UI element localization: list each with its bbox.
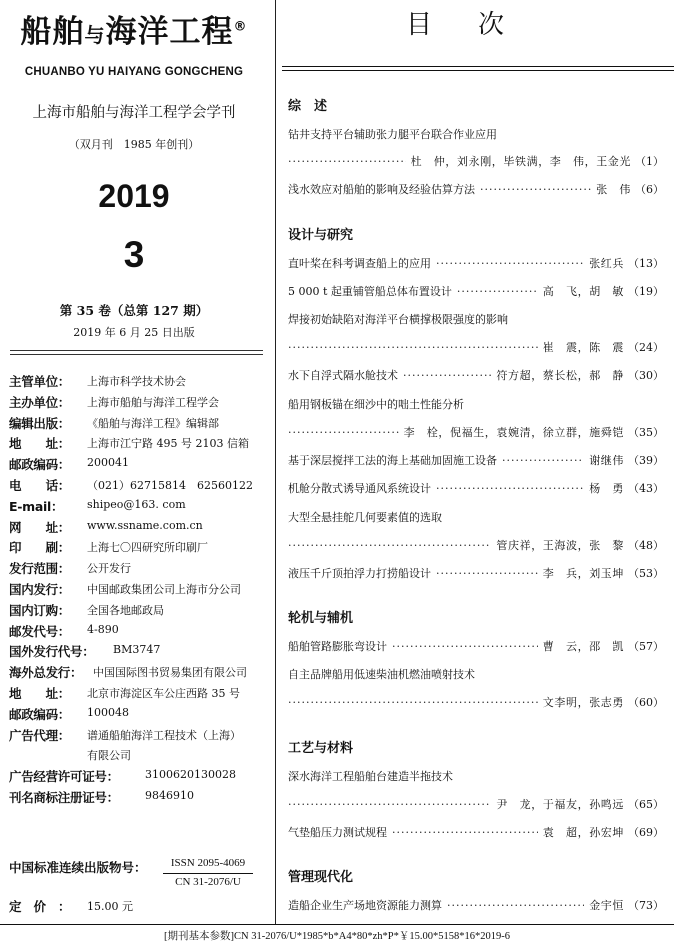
journal-pinyin: CHUANBO YU HAIYANG GONGCHENG <box>24 66 244 78</box>
article-authors: 曹 云，邵 凯 <box>542 640 624 653</box>
info-row <box>9 746 269 767</box>
info-value: 3100620130028 <box>145 768 236 782</box>
article-page: （60） <box>628 696 664 709</box>
article-title: 直叶桨在科考调查船上的应用 <box>288 257 431 270</box>
article-authors: 李 兵，刘玉坤 <box>542 567 624 580</box>
info-row <box>9 455 269 476</box>
toc-entry[interactable] <box>288 694 664 710</box>
registered-mark: ® <box>233 19 248 35</box>
info-label: 编辑出版： <box>9 415 71 431</box>
info-label: 发行范围： <box>9 561 71 577</box>
divider <box>10 354 263 355</box>
info-row <box>9 434 269 455</box>
info-label: 国内发行： <box>9 581 71 597</box>
info-label: 主办单位： <box>9 394 71 410</box>
publication-frequency: （双月刊 1985 年创刊） <box>68 138 200 151</box>
info-row <box>9 642 269 663</box>
info-label: 海外总发行： <box>9 665 83 681</box>
info-value: 上海市船舶与海洋工程学会 <box>87 395 219 409</box>
info-value: 100048 <box>87 705 129 719</box>
toc-entry[interactable] <box>288 367 664 383</box>
article-authors: 金宇恒 <box>589 899 624 912</box>
article-authors: 谢继伟 <box>589 454 624 467</box>
article-title: 钻井支持平台辅助张力腿平台联合作业应用 <box>288 128 497 141</box>
info-row <box>9 559 269 580</box>
article-authors: 高 飞，胡 敏 <box>542 285 624 298</box>
article-page: （57） <box>628 640 664 653</box>
toc-entry[interactable] <box>288 824 664 840</box>
info-value: （021）62715814 62560122 <box>87 478 253 492</box>
info-row <box>9 622 269 643</box>
toc-entry[interactable] <box>288 396 664 412</box>
article-page: （53） <box>628 567 664 580</box>
toc-entry[interactable] <box>288 897 664 913</box>
price-value: 15.00 元 <box>87 900 133 913</box>
toc-entry[interactable] <box>288 255 664 271</box>
info-label: 电 话： <box>9 477 71 493</box>
info-label: 邮政编码： <box>9 457 71 473</box>
article-authors: 崔 震，陈 震 <box>542 341 624 354</box>
logo-text-2: 与 <box>84 23 106 47</box>
article-title: 大型全悬挂舵几何要素值的选取 <box>288 511 442 524</box>
info-value: 200041 <box>87 456 129 470</box>
article-title: 船舶管路膨胀弯设计 <box>288 640 387 653</box>
divider <box>10 350 263 351</box>
logo-text-3: 海洋工程 <box>105 14 234 50</box>
publication-date: 2019 年 6 月 25 日出版 <box>73 326 195 339</box>
info-row <box>9 726 269 747</box>
leader-dots <box>457 285 538 298</box>
info-label: 广告代理： <box>9 727 71 743</box>
info-row <box>9 767 269 788</box>
leader-dots <box>288 155 406 168</box>
info-row <box>9 705 269 726</box>
toc-entry[interactable] <box>288 153 664 169</box>
info-row <box>9 788 269 809</box>
leader-dots <box>502 454 584 467</box>
info-value: 9846910 <box>145 788 194 802</box>
leader-dots <box>403 369 491 382</box>
info-value: 北京市海淀区车公庄西路 35 号 <box>87 686 240 700</box>
cn-number: CN 31-2076/U <box>175 876 241 888</box>
article-authors: 袁 超，孙宏坤 <box>542 826 624 839</box>
toc-entry[interactable] <box>288 126 664 142</box>
article-page: （30） <box>628 369 664 382</box>
price-label: 定价： <box>9 899 83 914</box>
article-title: 水下自浮式隔水舱技术 <box>288 369 398 382</box>
toc-section-heading: 设计与研究 <box>288 228 354 243</box>
article-title: 机舱分散式诱导通风系统设计 <box>288 482 431 495</box>
issn-number: ISSN 2095-4069 <box>170 857 246 869</box>
info-label: 地 址： <box>9 685 71 701</box>
article-title: 气垫船压力测试规程 <box>288 826 387 839</box>
info-label: 地 址： <box>9 436 71 452</box>
toc-entry[interactable] <box>288 424 664 440</box>
issue-year: 2019 <box>98 178 170 214</box>
info-value: 上海市江宁路 495 号 2103 信箱 <box>87 437 249 451</box>
info-label: 主管单位： <box>9 374 71 389</box>
toc-section-heading: 综 述 <box>288 99 328 114</box>
info-value: 上海市科学技术协会 <box>87 375 186 388</box>
article-page: （73） <box>628 899 664 912</box>
article-title: 焊接初始缺陷对海洋平台横撑极限强度的影响 <box>288 313 508 326</box>
info-row <box>9 393 269 414</box>
article-page: （13） <box>628 257 664 270</box>
info-label: 国内订购： <box>9 602 71 618</box>
article-page: （35） <box>628 426 664 439</box>
info-label: 网 址： <box>9 519 71 535</box>
info-row <box>9 538 269 559</box>
info-value: 《船舶与海洋工程》编辑部 <box>87 416 219 430</box>
column-divider <box>275 0 276 924</box>
article-authors: 张 伟 <box>596 183 631 196</box>
info-value: 4-890 <box>87 622 119 636</box>
article-page: （24） <box>628 341 664 354</box>
journal-parameters-footer: [期刊基本参数]CN 31-2076/U*1985*b*A4*80*zh*P*￥15.00*5158*16*2019-6 <box>164 931 510 942</box>
leader-dots <box>436 567 538 580</box>
article-page: （39） <box>628 454 664 467</box>
info-label: 邮发代号： <box>9 623 71 639</box>
article-title: 自主品牌船用低速柴油机燃油喷射技术 <box>288 668 475 681</box>
toc-entry[interactable] <box>288 339 664 355</box>
leader-dots <box>447 899 584 912</box>
toc-title: 目次 <box>405 10 550 40</box>
toc-section-heading: 工艺与材料 <box>288 741 354 756</box>
info-row <box>9 476 269 497</box>
article-page: （6） <box>635 183 664 196</box>
toc-section-heading: 管理现代化 <box>288 870 354 885</box>
article-authors: 尹 龙，于福友，孙鸣远 <box>496 798 624 811</box>
info-value: 上海七〇四研究所印刷厂 <box>87 541 208 555</box>
leader-dots <box>480 183 591 196</box>
info-row <box>9 414 269 435</box>
info-value: www.ssname.com.cn <box>87 518 203 532</box>
article-page: （48） <box>628 539 664 552</box>
toc-entry[interactable] <box>288 452 664 468</box>
article-authors: 文李明，张志勇 <box>542 696 624 709</box>
info-value: 有限公司 <box>87 749 131 763</box>
leader-dots <box>436 257 584 270</box>
info-label: 国外发行代号： <box>9 644 95 660</box>
toc-entry[interactable] <box>288 311 664 327</box>
toc-entry[interactable] <box>288 768 664 784</box>
journal-logo <box>0 6 268 51</box>
info-row <box>9 663 269 684</box>
volume-info: 第 35 卷（总第 127 期） <box>59 303 209 318</box>
logo-text-1: 船舶 <box>20 14 85 50</box>
leader-dots <box>288 539 491 552</box>
info-value: 中国国际图书贸易集团有限公司 <box>93 666 247 680</box>
info-row <box>9 497 269 518</box>
society-name: 上海市船舶与海洋工程学会学刊 <box>32 105 236 121</box>
article-title: 船用钢板锚在细沙中的咄土性能分析 <box>288 398 464 411</box>
toc-entry[interactable] <box>288 537 664 553</box>
info-value: BM3747 <box>113 643 161 657</box>
article-page: （19） <box>628 285 664 298</box>
issue-number: 3 <box>123 234 145 275</box>
leader-dots <box>392 826 538 839</box>
info-value: 中国邮政集团公司上海市分公司 <box>87 582 241 596</box>
article-title: 5 000 t 起重铺管船总体布置设计 <box>288 285 452 298</box>
info-label: 印 刷： <box>9 540 71 556</box>
article-title: 深水海洋工程船舶台建造半拖技术 <box>288 770 453 783</box>
article-title: 造船企业生产场地资源能力测算 <box>288 899 442 912</box>
toc-entry[interactable] <box>288 181 664 197</box>
info-label: 刊名商标注册证号： <box>9 789 119 805</box>
toc-entry[interactable] <box>288 565 664 581</box>
article-authors: 杨 勇 <box>589 482 624 495</box>
info-value: 公开发行 <box>87 562 131 576</box>
article-page: （1） <box>635 155 664 168</box>
toc-rule <box>282 66 674 67</box>
leader-dots <box>288 426 399 439</box>
footer-rule <box>0 924 674 925</box>
fraction-line <box>163 873 253 874</box>
info-row <box>9 684 269 705</box>
info-row <box>9 518 269 539</box>
info-label: E-mail： <box>9 498 64 514</box>
article-page: （69） <box>628 826 664 839</box>
leader-dots <box>288 798 491 811</box>
toc-entry[interactable] <box>288 480 664 496</box>
toc-entry[interactable] <box>288 509 664 525</box>
info-value: shipeo@163. com <box>87 497 186 511</box>
publisher-info-list <box>9 372 269 809</box>
toc-entry[interactable] <box>288 796 664 812</box>
toc-entry[interactable] <box>288 283 664 299</box>
article-title: 基于深层搅拌工法的海上基础加固施工设备 <box>288 454 497 467</box>
toc-entry[interactable] <box>288 666 664 682</box>
info-row <box>9 580 269 601</box>
toc-section-heading: 轮机与辅机 <box>288 611 354 626</box>
article-title: 浅水效应对船舶的影响及经验估算方法 <box>288 183 475 196</box>
toc-entry[interactable] <box>288 638 664 654</box>
leader-dots <box>288 341 538 354</box>
info-row <box>9 601 269 622</box>
article-authors: 符方超，蔡长松，郝 静 <box>496 369 624 382</box>
leader-dots <box>392 640 538 653</box>
article-authors: 杜 仲，刘永刚，毕铁满，李 伟，王金光 <box>410 155 631 168</box>
article-authors: 李 栓，倪福生，袁婉清，徐立群，施舜铠 <box>403 426 624 439</box>
leader-dots <box>436 482 584 495</box>
leader-dots <box>288 696 538 709</box>
info-row <box>9 372 269 393</box>
article-authors: 管庆祥，王海波，张 黎 <box>496 539 624 552</box>
toc-rule <box>282 70 674 71</box>
article-page: （65） <box>628 798 664 811</box>
info-label: 广告经营许可证号： <box>9 769 119 785</box>
info-value: 全国各地邮政局 <box>87 603 164 617</box>
article-title: 液压千斤顶拍浮力打捞船设计 <box>288 567 431 580</box>
article-page: （43） <box>628 482 664 495</box>
info-value: 谱通船舶海洋工程技术（上海） <box>87 728 241 742</box>
article-authors: 张红兵 <box>589 257 624 270</box>
info-label: 邮政编码： <box>9 706 71 722</box>
serial-number-label: 中国标准连续出版物号： <box>9 860 147 875</box>
